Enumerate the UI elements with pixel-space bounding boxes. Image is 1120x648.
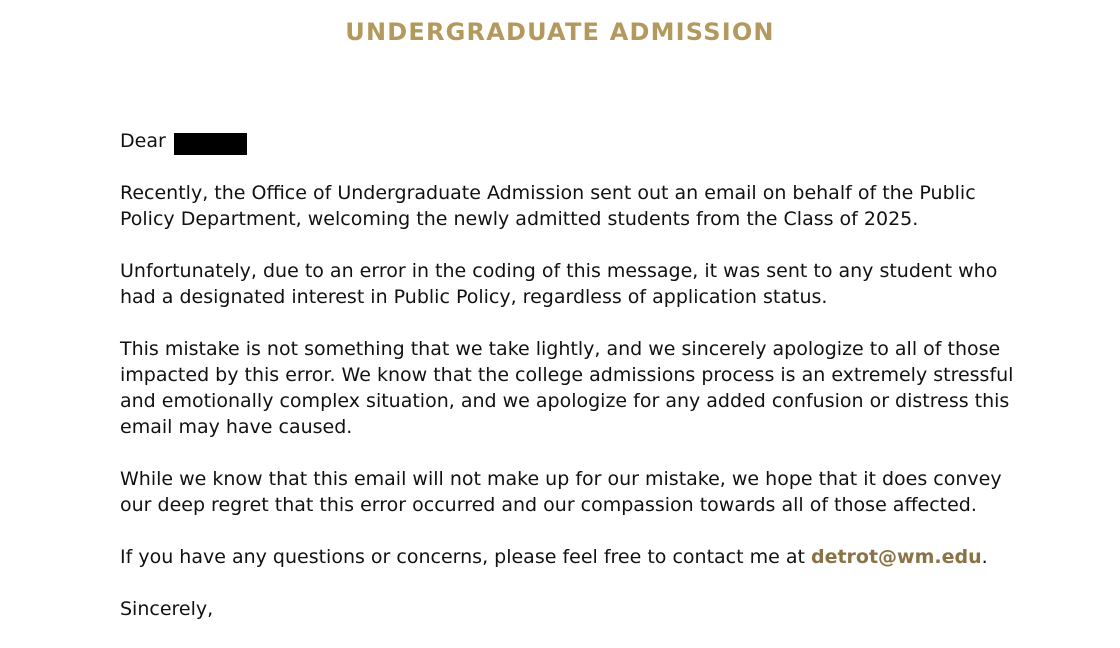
paragraph-3: This mistake is not something that we take lightly, and we sincerely apologize to all of those impacted by this error. We know that the college admissions process is an extremely stressful and emotionally complex situation, and we apologize for any added confusion or distress this email may have caused. [120,338,1014,438]
header-title: UNDERGRADUATE ADMISSION [345,18,775,46]
signoff: Sincerely, [120,598,214,620]
paragraph-2: Unfortunately, due to an error in the coding of this message, it was sent to any student who had a designated interest in Public Policy, regardless of application status. [120,260,998,308]
letter-body [120,128,1020,648]
paragraph-1: Recently, the Office of Undergraduate Admission sent out an email on behalf of the Public Policy Department, welcoming the newly admitted students from the Class of 2025. [120,182,976,230]
contact-email-link[interactable]: detrot@wm.edu [810,546,982,568]
contact-suffix: . [981,546,988,568]
greeting-line [120,128,1020,154]
redacted-name-block [174,133,247,155]
contact-prefix: If you have any questions or concerns, please feel free to contact me at [120,546,811,568]
paragraph-4: While we know that this email will not make up for our mistake, we hope that it does convey our deep regret that this error occurred and our compassion towards all of those affected. [120,468,1002,516]
greeting-text: Dear [120,130,166,152]
contact-paragraph [120,544,1020,570]
